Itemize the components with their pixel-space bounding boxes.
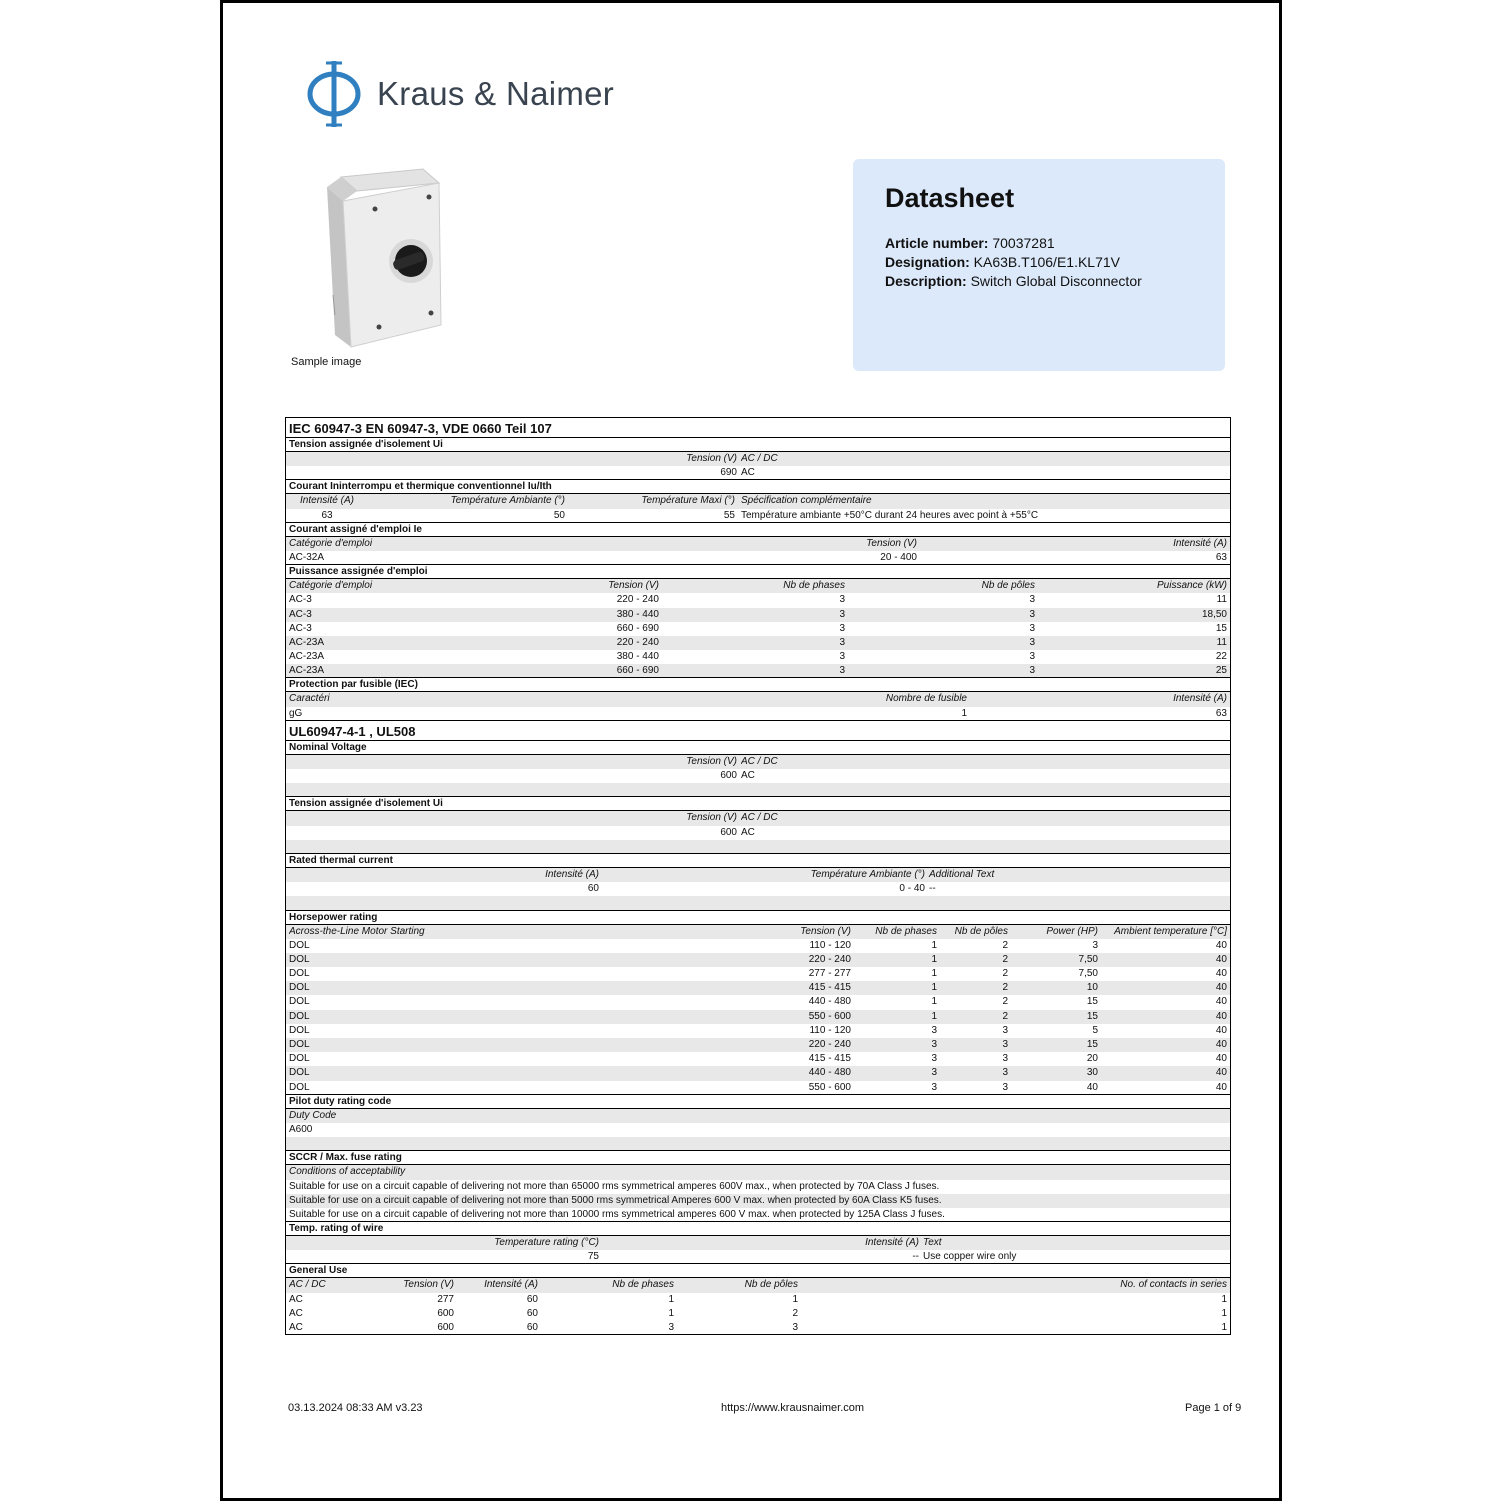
datasheet-title: Datasheet [885,183,1015,213]
table-header: AC / DC Tension (V) Intensité (A) Nb de phases Nb de pôles No. of contacts in series [286,1278,1230,1292]
section-title: Puissance assignée d'emploi [286,565,1230,579]
section-title: Courant assigné d'emploi Ie [286,523,1230,537]
company-logo [305,58,614,130]
table-row: A600 [289,1123,313,1135]
section-title: Protection par fusible (IEC) [286,678,1230,692]
table-row: Suitable for use on a circuit capable of delivering not more than 10000 rms symmetrical amperes 600 V max. when protected by 125A Class J fuses. [286,1208,1230,1222]
ul-standard-header: UL60947-4-1 , UL508 [286,721,1230,741]
datasheet-info-box [853,159,1225,371]
table-row-spacer [286,840,1230,854]
table-row: DOL 220 - 240 1 2 7,50 40 [286,953,1230,967]
description: Description: Switch Global Disconnector [885,273,1142,289]
table-row: 600 AC [720,770,755,781]
table-row: 600 AC [720,826,755,838]
table-header: Intensité (A) Température Ambiante (°) Température Maxi (°) Spécification complémentaire [286,494,1230,508]
table-row: DOL 110 - 120 3 3 5 40 [289,1024,1227,1036]
table-row: 63 50 55 Température ambiante +50°C durant 24 heures avec point à +55°C [286,509,1230,523]
table-header: Caractéri Nombre de fusible Intensité (A) [286,692,1230,706]
section-title: Pilot duty rating code [286,1095,1230,1109]
table-row: DOL 415 - 415 1 2 10 40 [286,981,1230,995]
sample-image-caption: Sample image [291,356,362,368]
table-header: Temperature rating (°C) Intensité (A) Text [286,1236,1230,1250]
iec-standard-header: IEC 60947-3 EN 60947-3, VDE 0660 Teil 107 [286,418,1230,438]
table-row: 690 AC [286,466,1230,480]
table-row: 75 -- Use copper wire only [286,1250,1230,1264]
table-row: AC 600 60 3 3 1 [286,1321,1230,1335]
section-title: Rated thermal current [286,854,1230,868]
table-header: Tension (V) AC / DC [286,452,1230,466]
table-row-spacer [286,1137,1230,1151]
table-row: DOL 220 - 240 3 3 15 40 [286,1038,1230,1052]
table-header: Tension (V) AC / DC [286,755,1230,769]
footer-url-link[interactable]: https://www.krausnaimer.com [721,1402,865,1414]
table-row: AC-3 220 - 240 3 3 11 [289,594,1227,606]
table-row: AC 277 60 1 1 1 [289,1293,1227,1305]
table-header: Intensité (A) Température Ambiante (°) Additional Text [286,868,1230,882]
company-name: Kraus & Naimer [377,75,615,112]
table-row: DOL 440 - 480 3 3 30 40 [286,1066,1230,1080]
article-number: Article number: 70037281 [885,235,1055,251]
table-row: DOL 110 - 120 1 2 3 40 [289,939,1227,951]
table-row: AC-23A 220 - 240 3 3 11 [286,636,1230,650]
table-header: Catégorie d'emploi Tension (V) Nb de phases Nb de pôles Puissance (kW) [286,579,1230,593]
section-title: Temp. rating of wire [286,1222,1230,1236]
table-row-spacer [286,896,1230,910]
table-row: AC-23A 380 - 440 3 3 22 [289,651,1227,663]
table-row: gG 1 63 [286,707,1230,721]
table-row: Suitable for use on a circuit capable of delivering not more than 65000 rms symmetrical amperes 600V max., when protected by 70A Class J fuses. [289,1180,940,1192]
table-row: AC-3 380 - 440 3 3 18,50 [286,608,1230,622]
table-header: Conditions of acceptability [286,1165,1230,1179]
table-row: DOL 440 - 480 1 2 15 40 [289,996,1227,1008]
table-row-spacer [286,783,1230,797]
table-row: AC-23A 660 - 690 3 3 25 [286,664,1230,678]
section-title: General Use [286,1264,1230,1278]
table-row: DOL 550 - 600 3 3 40 40 [286,1081,1230,1095]
footer-page-number: Page 1 of 9 [1185,1402,1242,1414]
table-row: DOL 277 - 277 1 2 7,50 40 [289,968,1227,980]
table-header: Catégorie d'emploi Tension (V) Intensité (A) [286,537,1230,551]
table-header: Across-the-Line Motor Starting Tension (V) Nb de phases Nb de pôles Power (HP) Ambient temperature [°C] [286,925,1230,939]
table-row: DOL 415 - 415 3 3 20 40 [289,1053,1227,1065]
table-header: Duty Code [286,1109,1230,1123]
section-title: SCCR / Max. fuse rating [286,1151,1230,1165]
product-image [323,165,443,350]
section-title: Tension assignée d'isolement Ui [286,438,1230,452]
phi-logo-icon [305,59,363,129]
section-title: Tension assignée d'isolement Ui [286,797,1230,811]
table-row: AC 600 60 1 2 1 [289,1307,1227,1319]
section-title: Nominal Voltage [286,741,1230,755]
designation: Designation: KA63B.T106/E1.KL71V [885,254,1120,270]
table-row: AC-3 660 - 690 3 3 15 [289,622,1227,634]
table-row: DOL 550 - 600 1 2 15 40 [286,1010,1230,1024]
table-row: 60 0 - 40 -- [587,883,936,895]
table-row: AC-32A 20 - 400 63 [286,551,1230,565]
datasheet-page [220,0,1282,1501]
specification-table [285,417,1231,1335]
section-title: Courant Ininterrompu et thermique conventionnel Iu/Ith [286,480,1230,494]
section-title: Horsepower rating [286,911,1230,925]
table-row: Suitable for use on a circuit capable of delivering not more than 5000 rms symmetrical Amperes 600 V max. when protected by 60A Class K5 fuses. [286,1194,1230,1208]
footer-date: 03.13.2024 08:33 AM v3.23 [288,1402,423,1414]
table-header: Tension (V) AC / DC [286,811,1230,825]
